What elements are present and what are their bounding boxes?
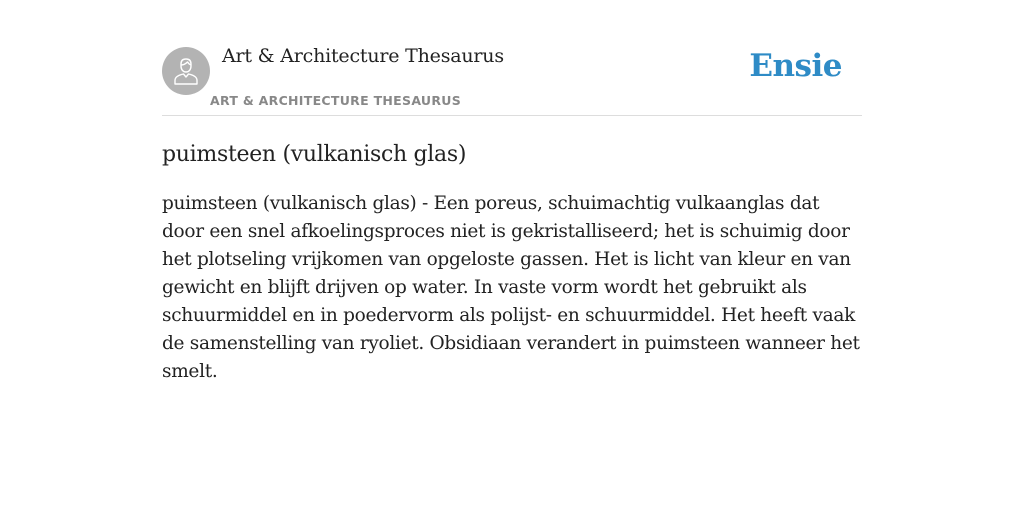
- article-title: puimsteen (vulkanisch glas): [162, 142, 467, 167]
- header: [162, 0, 862, 116]
- author-name[interactable]: Art & Architecture Thesaurus: [222, 45, 504, 67]
- ensie-logo[interactable]: Ensie: [749, 48, 842, 84]
- article-body: puimsteen (vulkanisch glas) - Een poreus, schuimachtig vulkaanglas dat door een snel afkoelingsproces niet is gekristalliseerd; het is schuimig door het plotseling vrijkomen van opgeloste gassen. Het is licht van kleur en van gewicht en blijft drijven op water. In vaste vorm wordt het gebruikt als schuurmiddel en in poedervorm als polijst- en schuurmiddel. Het heeft vaak de samenstelling van ryoliet. Obsidiaan verandert in puimsteen wanneer het smelt.: [162, 193, 860, 382]
- user-silhouette-icon: [172, 56, 200, 86]
- author-avatar[interactable]: [162, 47, 210, 95]
- author-subtitle: ART & ARCHITECTURE THESAURUS: [210, 93, 462, 108]
- page-container: [162, 0, 862, 386]
